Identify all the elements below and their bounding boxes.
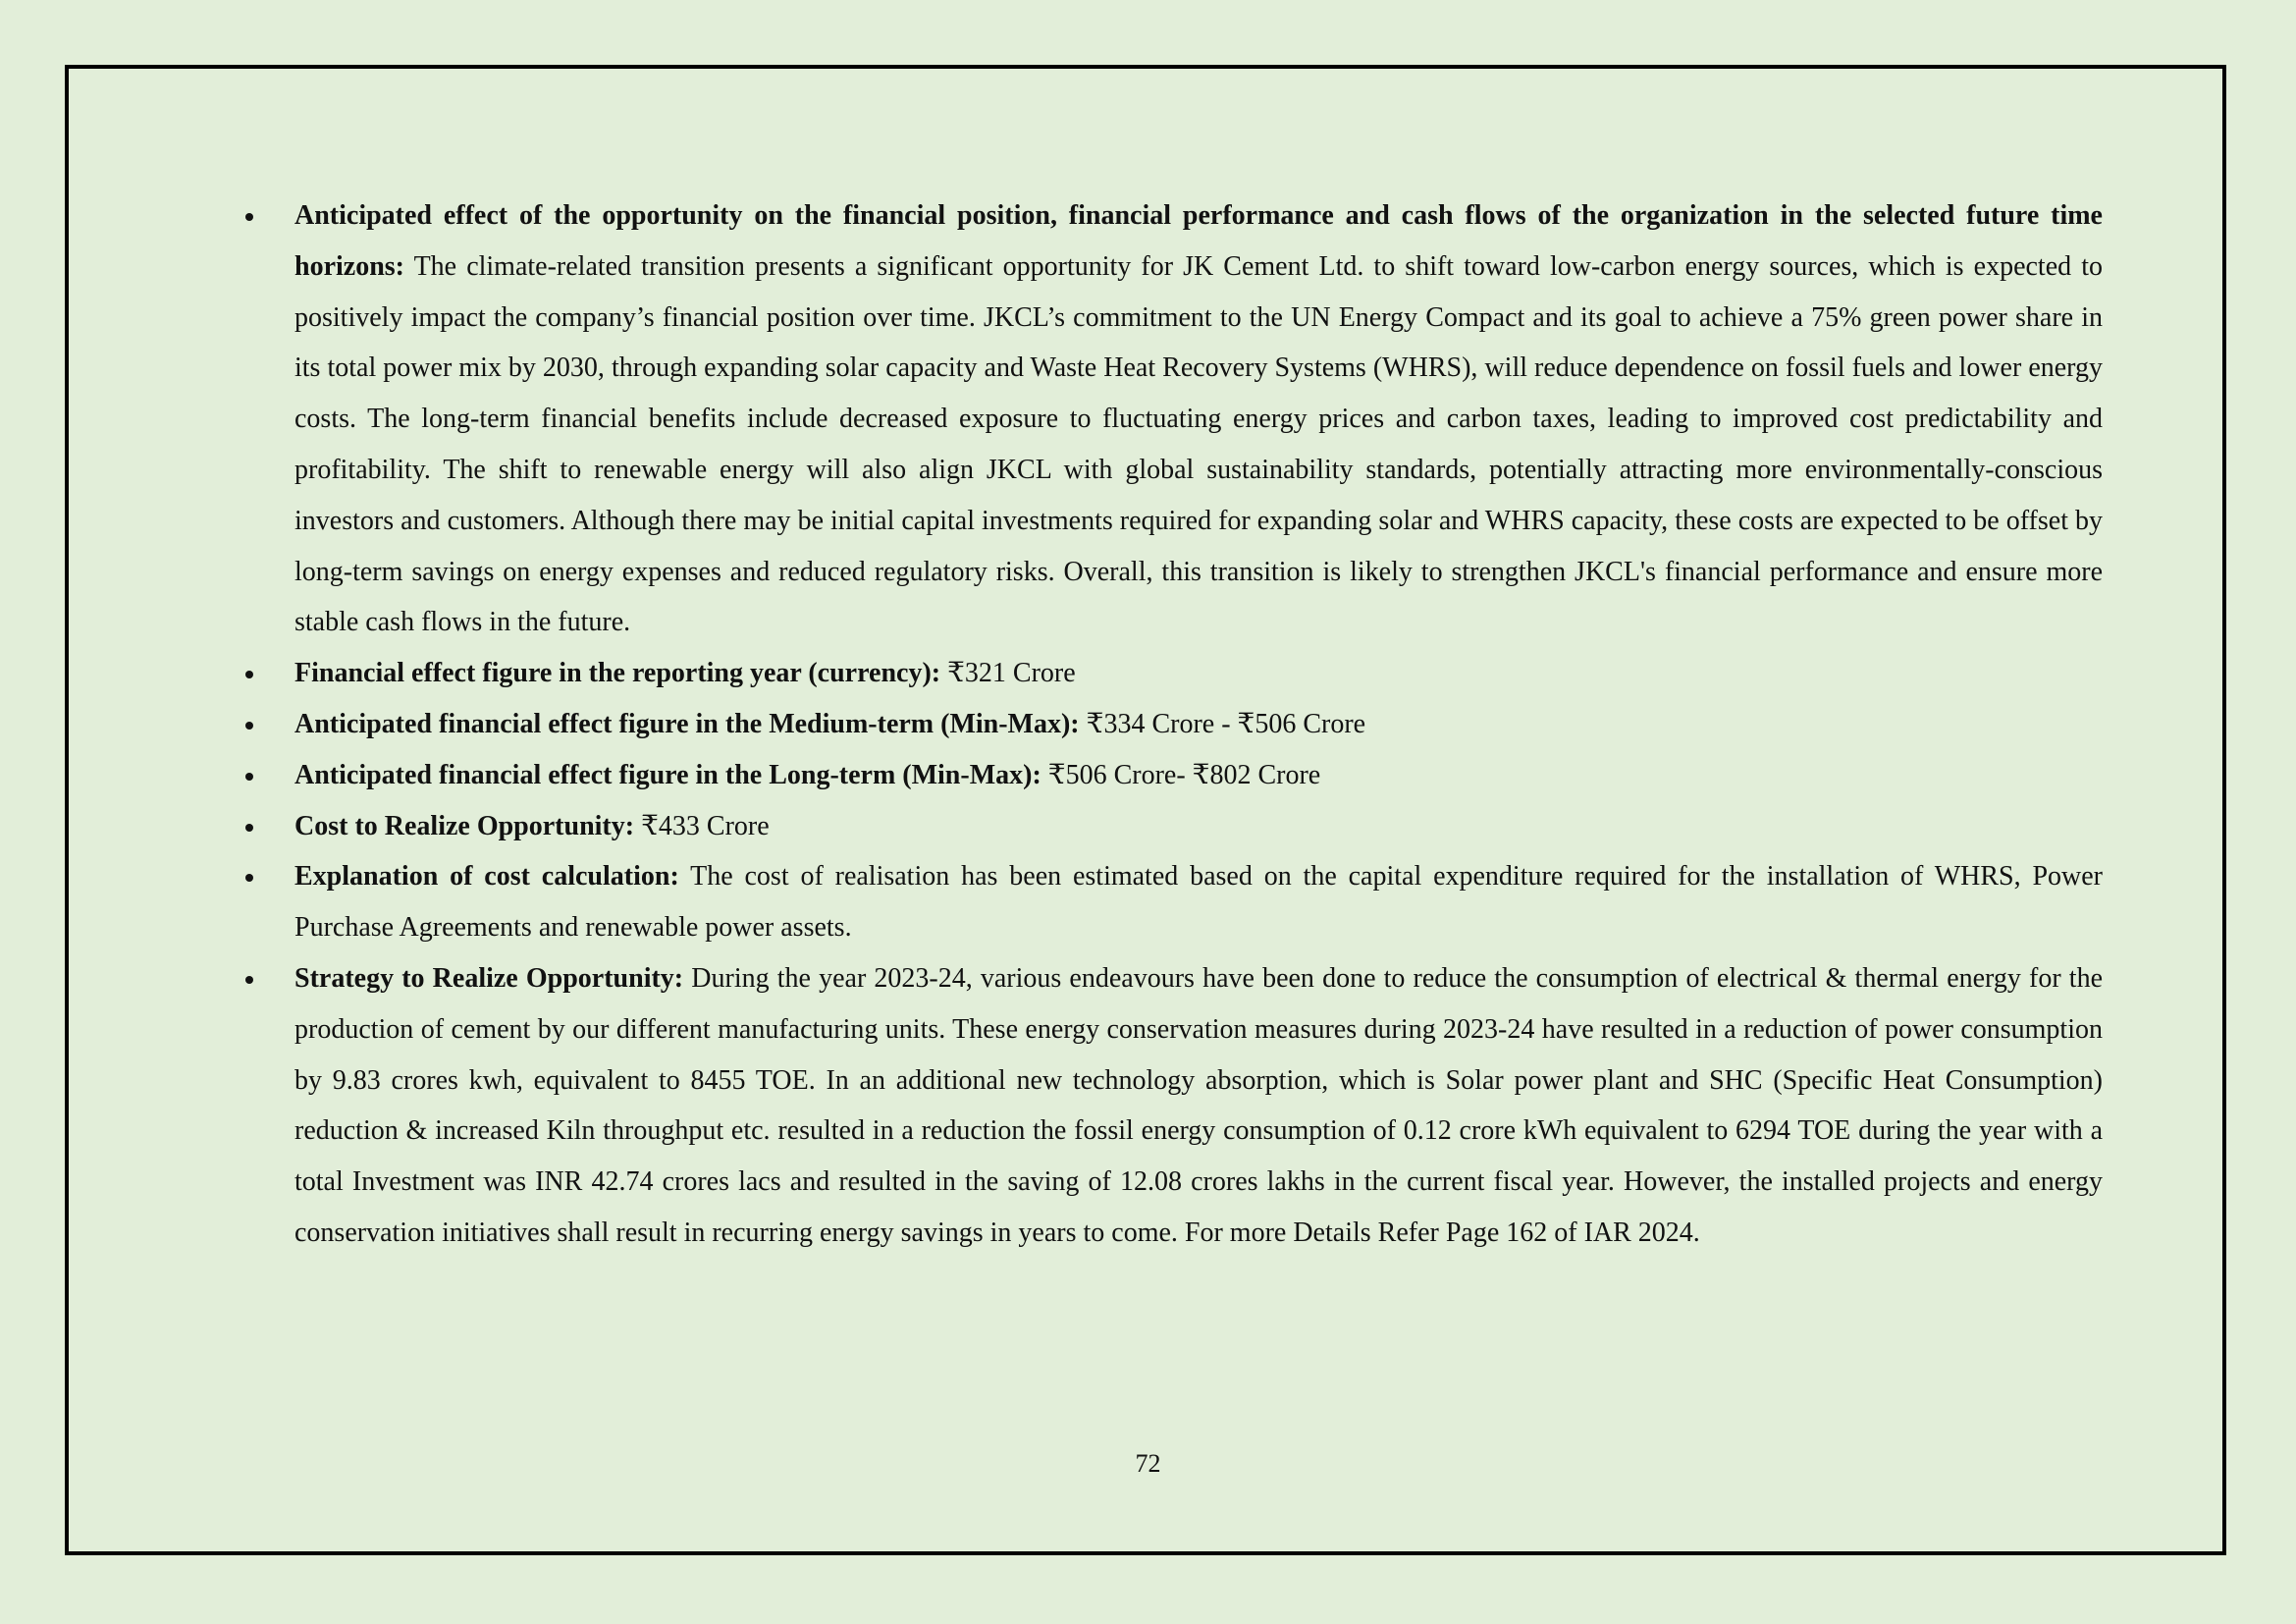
list-item-medium-term-figure (294, 699, 2103, 750)
list-item-long-term-figure (294, 750, 2103, 801)
item-text: ₹321 Crore (947, 658, 1076, 689)
item-text: ₹334 Crore - ₹506 Crore (1086, 708, 1366, 739)
page-number: 72 (1135, 1449, 1161, 1478)
bullet-icon (245, 773, 253, 781)
bullet-list (294, 190, 2103, 1259)
bullet-icon (245, 722, 253, 730)
item-text: The cost of realisation has been estimated based on the capital expenditure required for the installation of WHRS, Power Purchase Agreements and renewable power assets. (294, 861, 2103, 944)
main-content (294, 190, 2103, 1259)
item-label: Strategy to Realize Opportunity: (294, 962, 684, 994)
item-text: ₹506 Crore- ₹802 Crore (1047, 759, 1321, 790)
item-label: Anticipated financial effect figure in the Medium-term (Min-Max): (294, 708, 1080, 739)
item-label: Anticipated financial effect figure in the Long-term (Min-Max): (294, 759, 1041, 790)
item-text: The climate-related transition presents a significant opportunity for JK Cement Ltd. to shift toward low-carbon energy sources, which is expected to positively impact the company’s financial position over time. JKCL’s commitment to the UN Energy Compact and its goal to achieve a 75% green power share in its total power mix by 2030, through expanding solar capacity and Waste Heat Recovery Systems (WHRS), will reduce dependence on fossil fuels and lower energy costs. The long-term financial benefits include decreased exposure to fluctuating energy prices and carbon taxes, leading to improved cost predictability and profitability. The shift to renewable energy will also align JKCL with global sustainability standards, potentially attracting more environmentally-conscious investors and customers. Although there may be initial capital investments required for expanding solar and WHRS capacity, these costs are expected to be offset by long-term savings on energy expenses and reduced regulatory risks. Overall, this transition is likely to strengthen JKCL's financial performance and ensure more stable cash flows in the future. (294, 250, 2103, 638)
item-label: Anticipated effect of the opportunity on the financial position, financial performance and cash flows of the organization in the selected future time horizons: (294, 200, 2103, 282)
list-item-cost-to-realize (294, 801, 2103, 852)
list-item-reporting-year-figure (294, 648, 2103, 699)
item-text: ₹433 Crore (641, 810, 770, 841)
bullet-icon (245, 976, 253, 984)
item-label: Explanation of cost calculation: (294, 861, 679, 893)
list-item-anticipated-effect (294, 190, 2103, 648)
list-item-cost-explanation (294, 851, 2103, 953)
item-label: Financial effect figure in the reporting year (currency): (294, 658, 941, 689)
list-item-strategy (294, 953, 2103, 1259)
item-text: During the year 2023-24, various endeavours have been done to reduce the consumption of electrical & thermal energy for the production of cement by our different manufacturing units. These energy conservation measures during 2023-24 have resulted in a reduction of power consumption by 9.83 crores kwh, equivalent to 8455 TOE. In an additional new technology absorption, which is Solar power plant and SHC (Specific Heat Consumption) reduction & increased Kiln throughput etc. resulted in a reduction the fossil energy consumption of 0.12 crore kWh equivalent to 6294 TOE during the year with a total Investment was INR 42.74 crores lacs and resulted in the saving of 12.08 crores lakhs in the current fiscal year. However, the installed projects and energy conservation initiatives shall result in recurring energy savings in years to come. For more Details Refer Page 162 of IAR 2024. (294, 962, 2104, 1248)
bullet-icon (245, 213, 253, 221)
bullet-icon (245, 824, 253, 832)
item-label: Cost to Realize Opportunity: (294, 810, 635, 841)
